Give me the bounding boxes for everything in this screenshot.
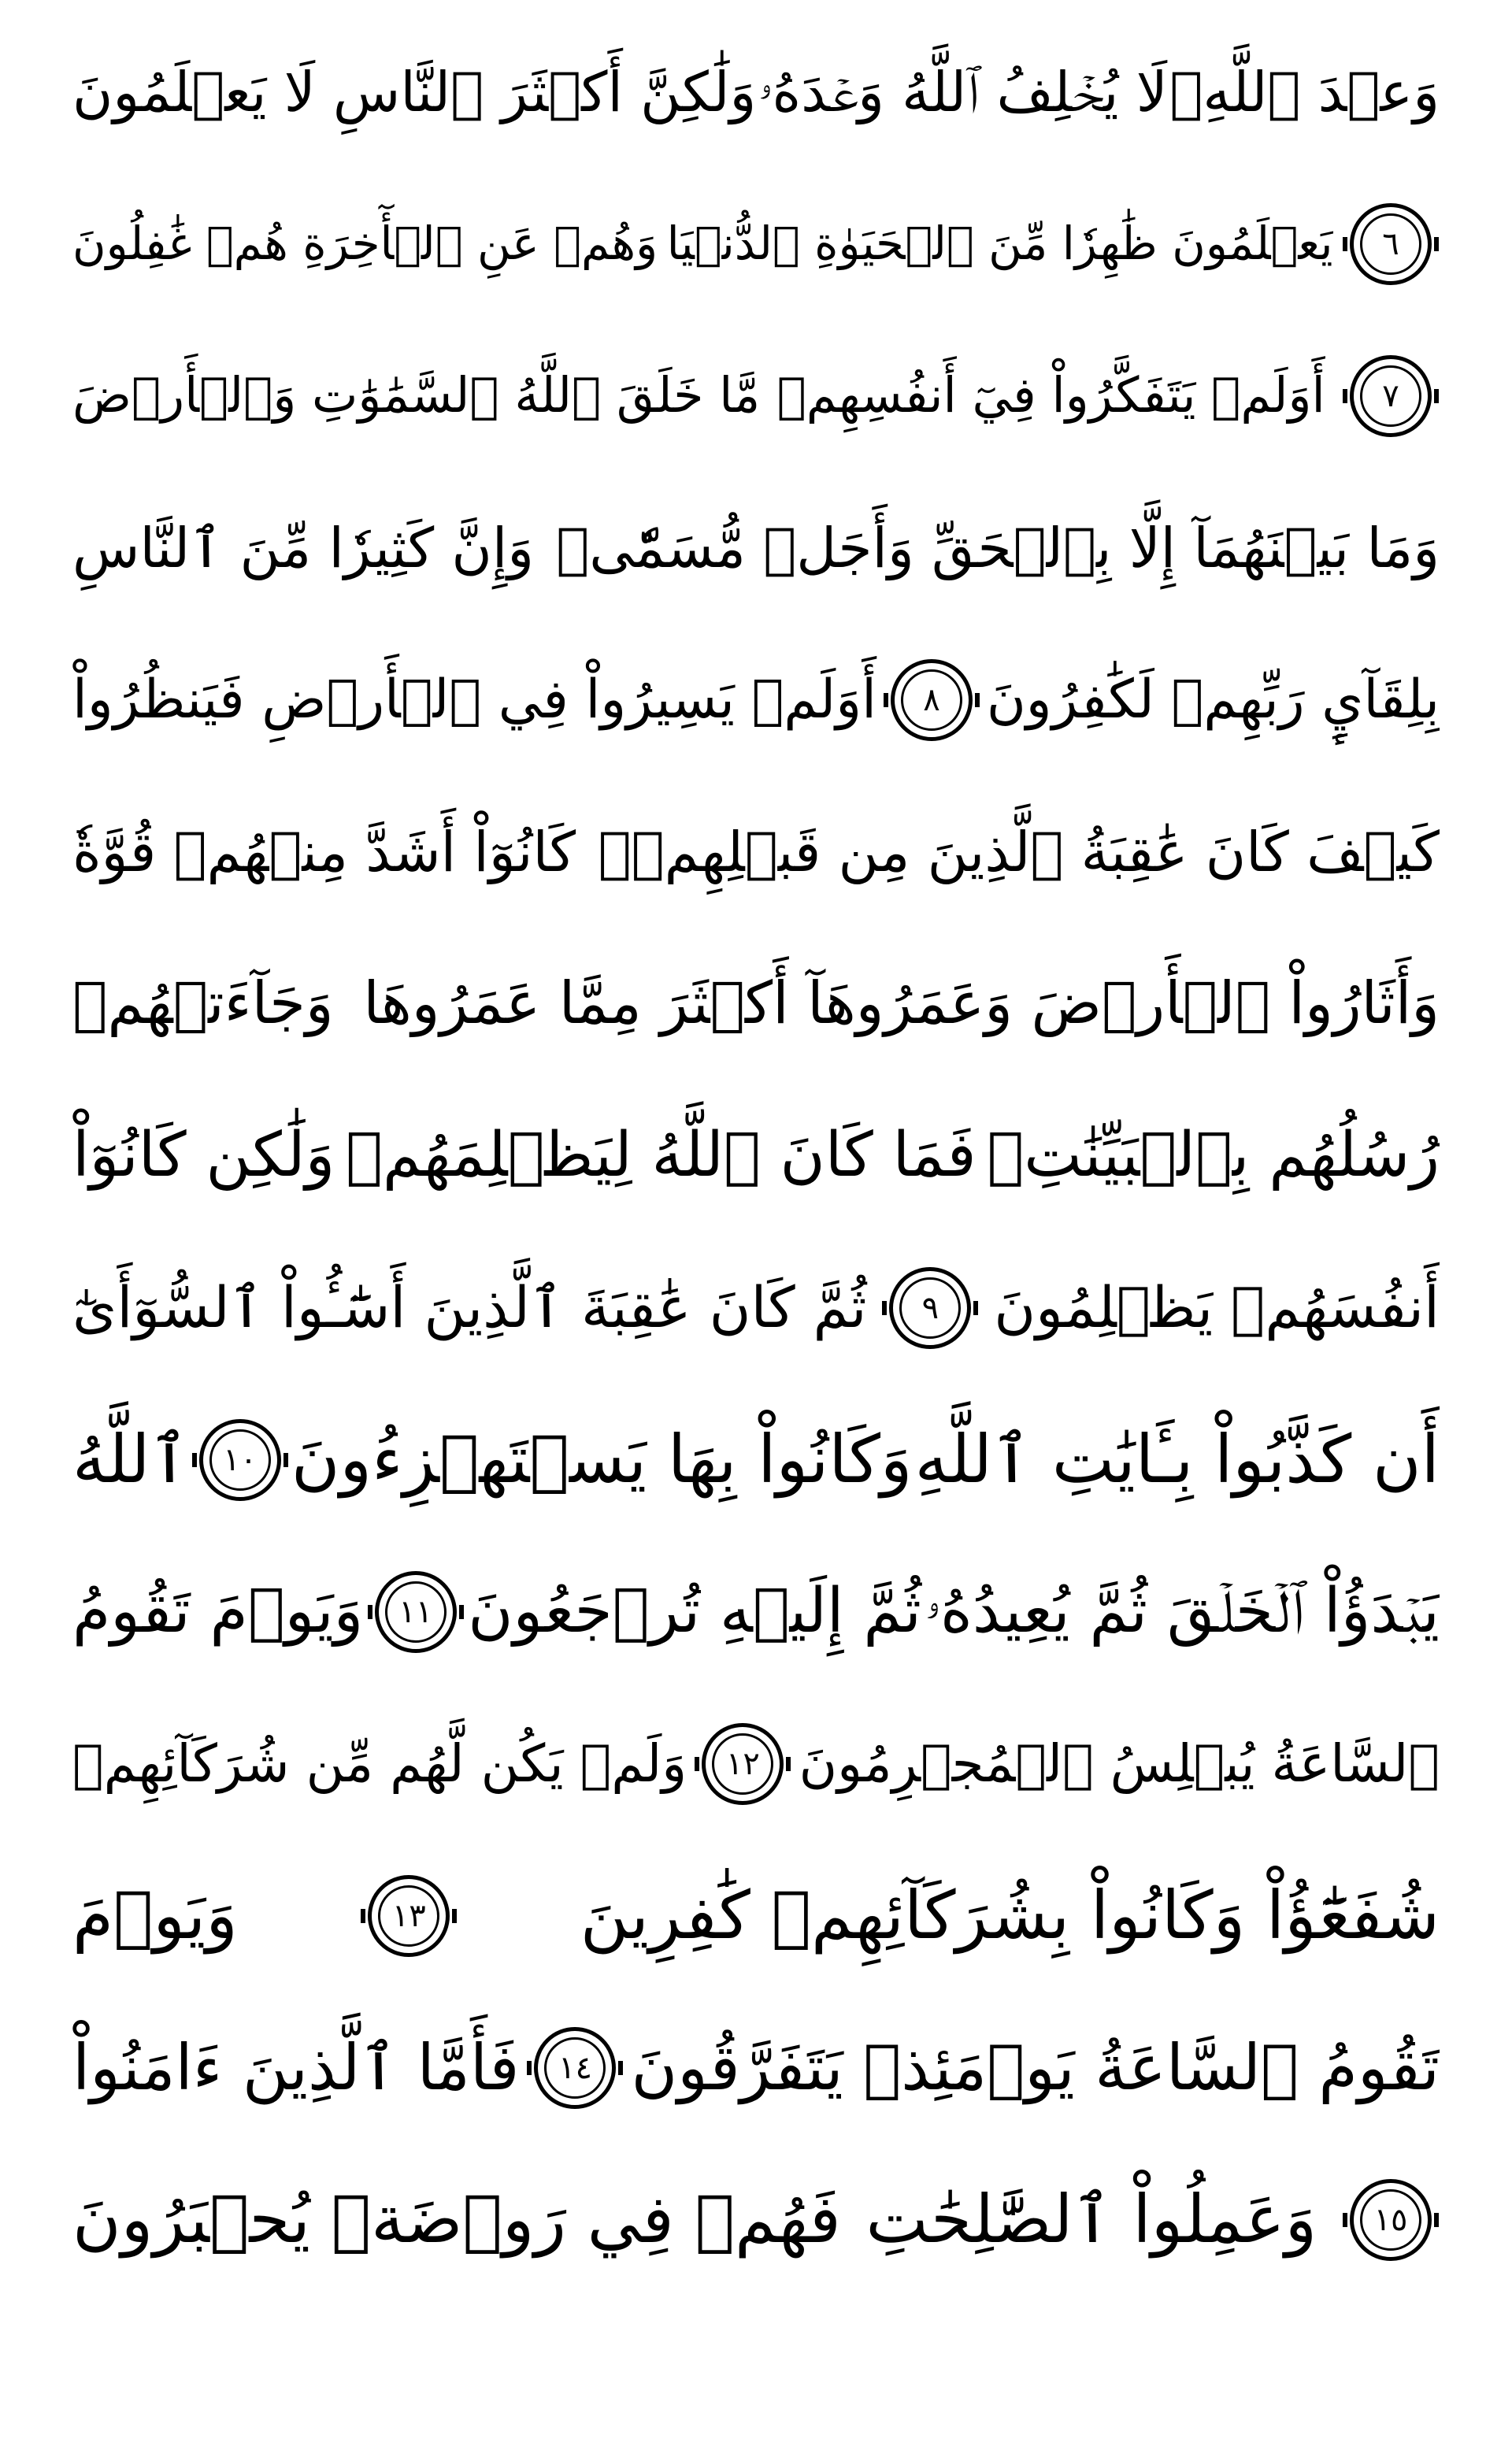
text-line-3	[72, 320, 1440, 472]
text-line-8	[72, 1080, 1440, 1232]
line-text: كَيۡفَ كَانَ عَٰقِبَةُ ٱلَّذِينَ مِن قَبۡلِهِمۡۚ	[598, 819, 1440, 884]
line-text: وَعۡدَ ٱللَّهِۖ	[1169, 59, 1440, 124]
line-text: فَمَا كَانَ ٱللَّهُ لِيَظۡلِمَهُمۡ	[346, 1119, 976, 1191]
text-line-2	[72, 168, 1440, 320]
ayah-number: ٨	[923, 681, 940, 718]
line-text: أَنفُسَهُمۡ يَظۡلِمُونَ	[994, 1274, 1440, 1341]
line-text: تَقُومُ ٱلسَّاعَةُ يَوۡمَئِذٖ يَتَفَرَّقُونَ	[631, 2030, 1440, 2104]
line-text: وَمَا بَيۡنَهُمَآ إِلَّا بِٱلۡحَقِّ وَأَجَلٖ مُّسَمّٗىۗ	[556, 515, 1440, 580]
text-line-1	[72, 16, 1440, 168]
ayah-number: ٧	[1382, 377, 1399, 414]
line-text: وَجَآءَتۡهُمۡ	[72, 969, 334, 1038]
ayah-number-marker	[702, 1723, 784, 1805]
ayah-number-marker	[368, 1875, 450, 1957]
text-line-10	[72, 1384, 1440, 1536]
line-text: وَيَوۡمَ	[72, 1877, 238, 1955]
ayah-number-marker	[889, 1267, 971, 1349]
ayah-number: ١٢	[725, 1745, 760, 1782]
text-line-9	[72, 1232, 1440, 1384]
ayah-number-marker	[534, 2027, 616, 2109]
line-text: وَعَمِلُواْ ٱلصَّٰلِحَٰتِ	[865, 2181, 1317, 2259]
line-text: وَلَمۡ يَكُن لَّهُم مِّن شُرَكَآئِهِمۡ	[72, 1733, 687, 1794]
line-text: وَهُمۡ عَنِ ٱلۡأٓخِرَةِ هُمۡ غَٰفِلُونَ	[72, 216, 658, 270]
line-text: شُفَعَٰٓؤُاْ وَكَانُواْ بِشُرَكَآئِهِمۡ كَٰفِرِينَ	[580, 1877, 1440, 1955]
line-text: ثُمَّ كَانَ عَٰقِبَةَ ٱلَّذِينَ أَسَٰٓـُٔواْ ٱلسُّوٓأَىٰٓ	[72, 1274, 867, 1341]
line-text: بِلِقَآيِٕ رَبِّهِمۡ لَكَٰفِرُونَ	[986, 668, 1440, 731]
line-text: وَيَوۡمَ تَقُومُ	[72, 1575, 364, 1647]
text-line-15	[72, 2144, 1440, 2296]
ayah-number: ٩	[921, 1289, 939, 1326]
ayah-number-marker	[1350, 2179, 1432, 2261]
text-line-5	[72, 624, 1440, 776]
line-text: يَبۡدَؤُاْ ٱلۡخَلۡقَ ثُمَّ يُعِيدُهُۥ	[925, 1575, 1440, 1647]
ayah-number: ٦	[1382, 225, 1399, 262]
text-line-13	[72, 1840, 1440, 1992]
ayah-number-marker	[1350, 203, 1432, 285]
line-text: أَوَلَمۡ يَتَفَكَّرُواْ فِيٓ أَنفُسِهِمۗ	[776, 366, 1325, 424]
ayah-number-marker	[375, 1571, 457, 1653]
line-text: فَأَمَّا ٱلَّذِينَ ءَامَنُواْ	[72, 2030, 520, 2104]
line-text: ٱللَّهُ	[72, 1421, 189, 1499]
line-text: ٱلسَّاعَةُ يُبۡلِسُ ٱلۡمُجۡرِمُونَ	[799, 1733, 1440, 1794]
line-text: لَا يُخۡلِفُ ٱللَّهُ وَعۡدَهُۥ	[758, 59, 1168, 124]
ayah-number-marker	[199, 1419, 281, 1501]
line-text: وَإِنَّ كَثِيرٗا مِّنَ ٱلنَّاسِ	[72, 515, 535, 580]
line-text: وَأَثَارُواْ ٱلۡأَرۡضَ وَعَمَرُوهَآ أَكۡثَرَ مِمَّا عَمَرُوهَا	[363, 969, 1440, 1038]
text-line-4	[72, 472, 1440, 624]
ayah-number: ١٥	[1373, 2201, 1408, 2238]
line-text: كَانُوٓاْ أَشَدَّ مِنۡهُمۡ قُوَّةٗ	[72, 819, 576, 884]
ayah-number: ١١	[398, 1593, 433, 1630]
ayah-number-marker	[1350, 355, 1432, 437]
text-line-6	[72, 776, 1440, 928]
ayah-number-marker	[891, 659, 973, 741]
line-text: وَلَٰكِنَّ أَكۡثَرَ ٱلنَّاسِ لَا يَعۡلَمُونَ	[72, 59, 757, 124]
line-text: فَهُمۡ فِي رَوۡضَةٖ يُحۡبَرُونَ	[72, 2181, 841, 2259]
line-text: رُسُلُهُم بِٱلۡبَيِّنَٰتِۖ	[987, 1119, 1440, 1191]
line-text: يَعۡلَمُونَ ظَٰهِرٗا مِّنَ ٱلۡحَيَوٰةِ ٱلدُّنۡيَا	[666, 216, 1333, 270]
ayah-number: ١٣	[391, 1897, 426, 1934]
line-text: وَكَانُواْ بِهَا يَسۡتَهۡزِءُونَ	[291, 1421, 913, 1499]
line-text: مَّا خَلَقَ ٱللَّهُ ٱلسَّمَٰوَٰتِ وَٱلۡأَرۡضَ	[72, 366, 761, 424]
line-text: ثُمَّ إِلَيۡهِ تُرۡجَعُونَ	[468, 1575, 922, 1647]
ayah-number: ١٤	[558, 2049, 592, 2086]
line-text: وَلَٰكِن كَانُوٓاْ	[72, 1119, 335, 1191]
text-line-11	[72, 1536, 1440, 1688]
line-text: أَن كَذَّبُواْ بِـَٔايَٰتِ ٱللَّهِ	[914, 1421, 1440, 1499]
line-text: أَوَلَمۡ يَسِيرُواْ فِي ٱلۡأَرۡضِ فَيَنظُرُواْ	[72, 668, 876, 731]
text-line-14	[72, 1992, 1440, 2144]
ayah-number: ١٠	[223, 1441, 258, 1478]
text-line-7	[72, 928, 1440, 1080]
text-line-12	[72, 1688, 1440, 1840]
